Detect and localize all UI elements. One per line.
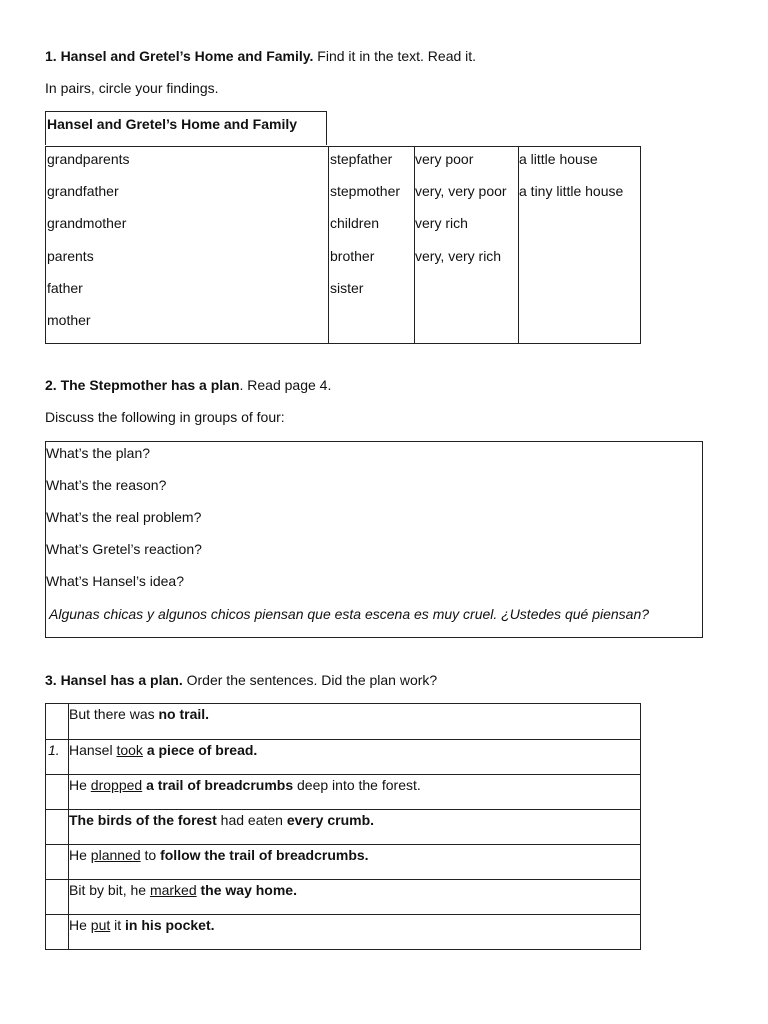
column-divider	[414, 147, 415, 343]
family-word: sister	[330, 280, 364, 296]
underlined-verb: marked	[149, 882, 197, 898]
family-word: a little house	[519, 151, 598, 167]
sentence-fragment: in his pocket.	[125, 917, 215, 933]
spanish-prompt	[49, 605, 649, 623]
sentence-fragment: He	[69, 917, 91, 933]
table-row	[46, 704, 640, 739]
family-word: stepfather	[330, 151, 393, 167]
section3-title-rest: Order the sentences. Did the plan work?	[182, 672, 438, 688]
sentence-fragment: Hansel	[69, 742, 117, 758]
family-word: a tiny little house	[519, 183, 624, 199]
section3-title	[45, 671, 437, 689]
section1-title-rest: Find it in the text. Read it.	[313, 48, 477, 64]
family-word: stepmother	[330, 183, 401, 199]
table-row	[46, 844, 640, 879]
sentence-fragment: it	[110, 917, 126, 933]
underlined-verb: dropped	[90, 777, 143, 793]
sentence-fragment: no trail.	[158, 706, 210, 722]
section3-title-bold: 3. Hansel has a plan.	[45, 672, 183, 688]
sentence-fragment: the way home.	[196, 882, 297, 898]
sentence	[69, 882, 297, 898]
sentence-fragment: had eaten	[216, 812, 287, 828]
discussion-question: What’s the reason?	[46, 477, 167, 493]
sentence-fragment: But there was	[69, 706, 159, 722]
discussion-question: What’s Hansel’s idea?	[46, 573, 185, 589]
order-number[interactable]: 1.	[48, 742, 60, 758]
table-row	[46, 914, 640, 949]
family-word: grandparents	[47, 151, 130, 167]
family-word: very poor	[415, 151, 474, 167]
sentence-fragment: He	[69, 777, 91, 793]
family-table-header-cell	[45, 111, 327, 145]
sentence	[69, 917, 215, 933]
sentence-fragment: a trail of breadcrumbs	[142, 777, 294, 793]
column-divider	[328, 147, 329, 343]
sentence-fragment: every crumb.	[286, 812, 375, 828]
family-word: children	[330, 215, 380, 231]
section2-title	[45, 376, 331, 394]
sentence-fragment: a piece of bread.	[142, 742, 258, 758]
family-word: very rich	[415, 215, 468, 231]
family-word: mother	[47, 312, 91, 328]
family-word: brother	[330, 248, 375, 264]
discussion-question: What’s Gretel’s reaction?	[46, 541, 202, 557]
section1-title	[45, 47, 476, 65]
section2-title-bold: 2. The Stepmother has a plan	[45, 377, 240, 393]
sentence-fragment: follow the trail of breadcrumbs.	[160, 847, 369, 863]
table-row	[46, 739, 640, 774]
sentence-fragment: Bit by bit, he	[69, 882, 150, 898]
section2-instruction: Discuss the following in groups of four:	[45, 409, 285, 425]
discussion-question: What’s the plan?	[46, 445, 151, 461]
sentence-fragment: deep into the forest.	[293, 777, 421, 793]
family-word: very, very poor	[415, 183, 507, 199]
section2-title-rest: . Read page 4.	[239, 377, 332, 393]
section1-instruction: In pairs, circle your findings.	[45, 80, 219, 96]
table-row	[46, 809, 640, 844]
family-word: very, very rich	[415, 248, 502, 264]
column-divider	[518, 147, 519, 343]
sentence	[69, 742, 257, 758]
spanish-prompt-text: Algunas chicas y algunos chicos piensan que esta escena es muy cruel. ¿Ustedes qué piensan?	[49, 606, 650, 622]
sentence-fragment: The birds of the forest	[69, 812, 217, 828]
sentence	[69, 777, 421, 793]
table-row	[46, 774, 640, 809]
table-row	[46, 879, 640, 914]
underlined-verb: planned	[90, 847, 141, 863]
family-word: grandmother	[47, 215, 127, 231]
sentence	[69, 706, 209, 722]
underlined-verb: put	[90, 917, 111, 933]
sentence	[69, 847, 369, 863]
family-word: grandfather	[47, 183, 119, 199]
family-table-header: Hansel and Gretel’s Home and Family	[47, 116, 298, 132]
sentence	[69, 812, 374, 828]
sentence-fragment: He	[69, 847, 91, 863]
family-word: parents	[47, 248, 94, 264]
discussion-box	[45, 441, 703, 638]
ordering-table	[45, 703, 641, 950]
family-table	[45, 146, 641, 344]
discussion-question: What’s the real problem?	[46, 509, 202, 525]
family-word: father	[47, 280, 83, 296]
underlined-verb: took	[116, 742, 143, 758]
sentence-fragment: to	[140, 847, 161, 863]
section1-title-bold: 1. Hansel and Gretel’s Home and Family.	[45, 48, 314, 64]
